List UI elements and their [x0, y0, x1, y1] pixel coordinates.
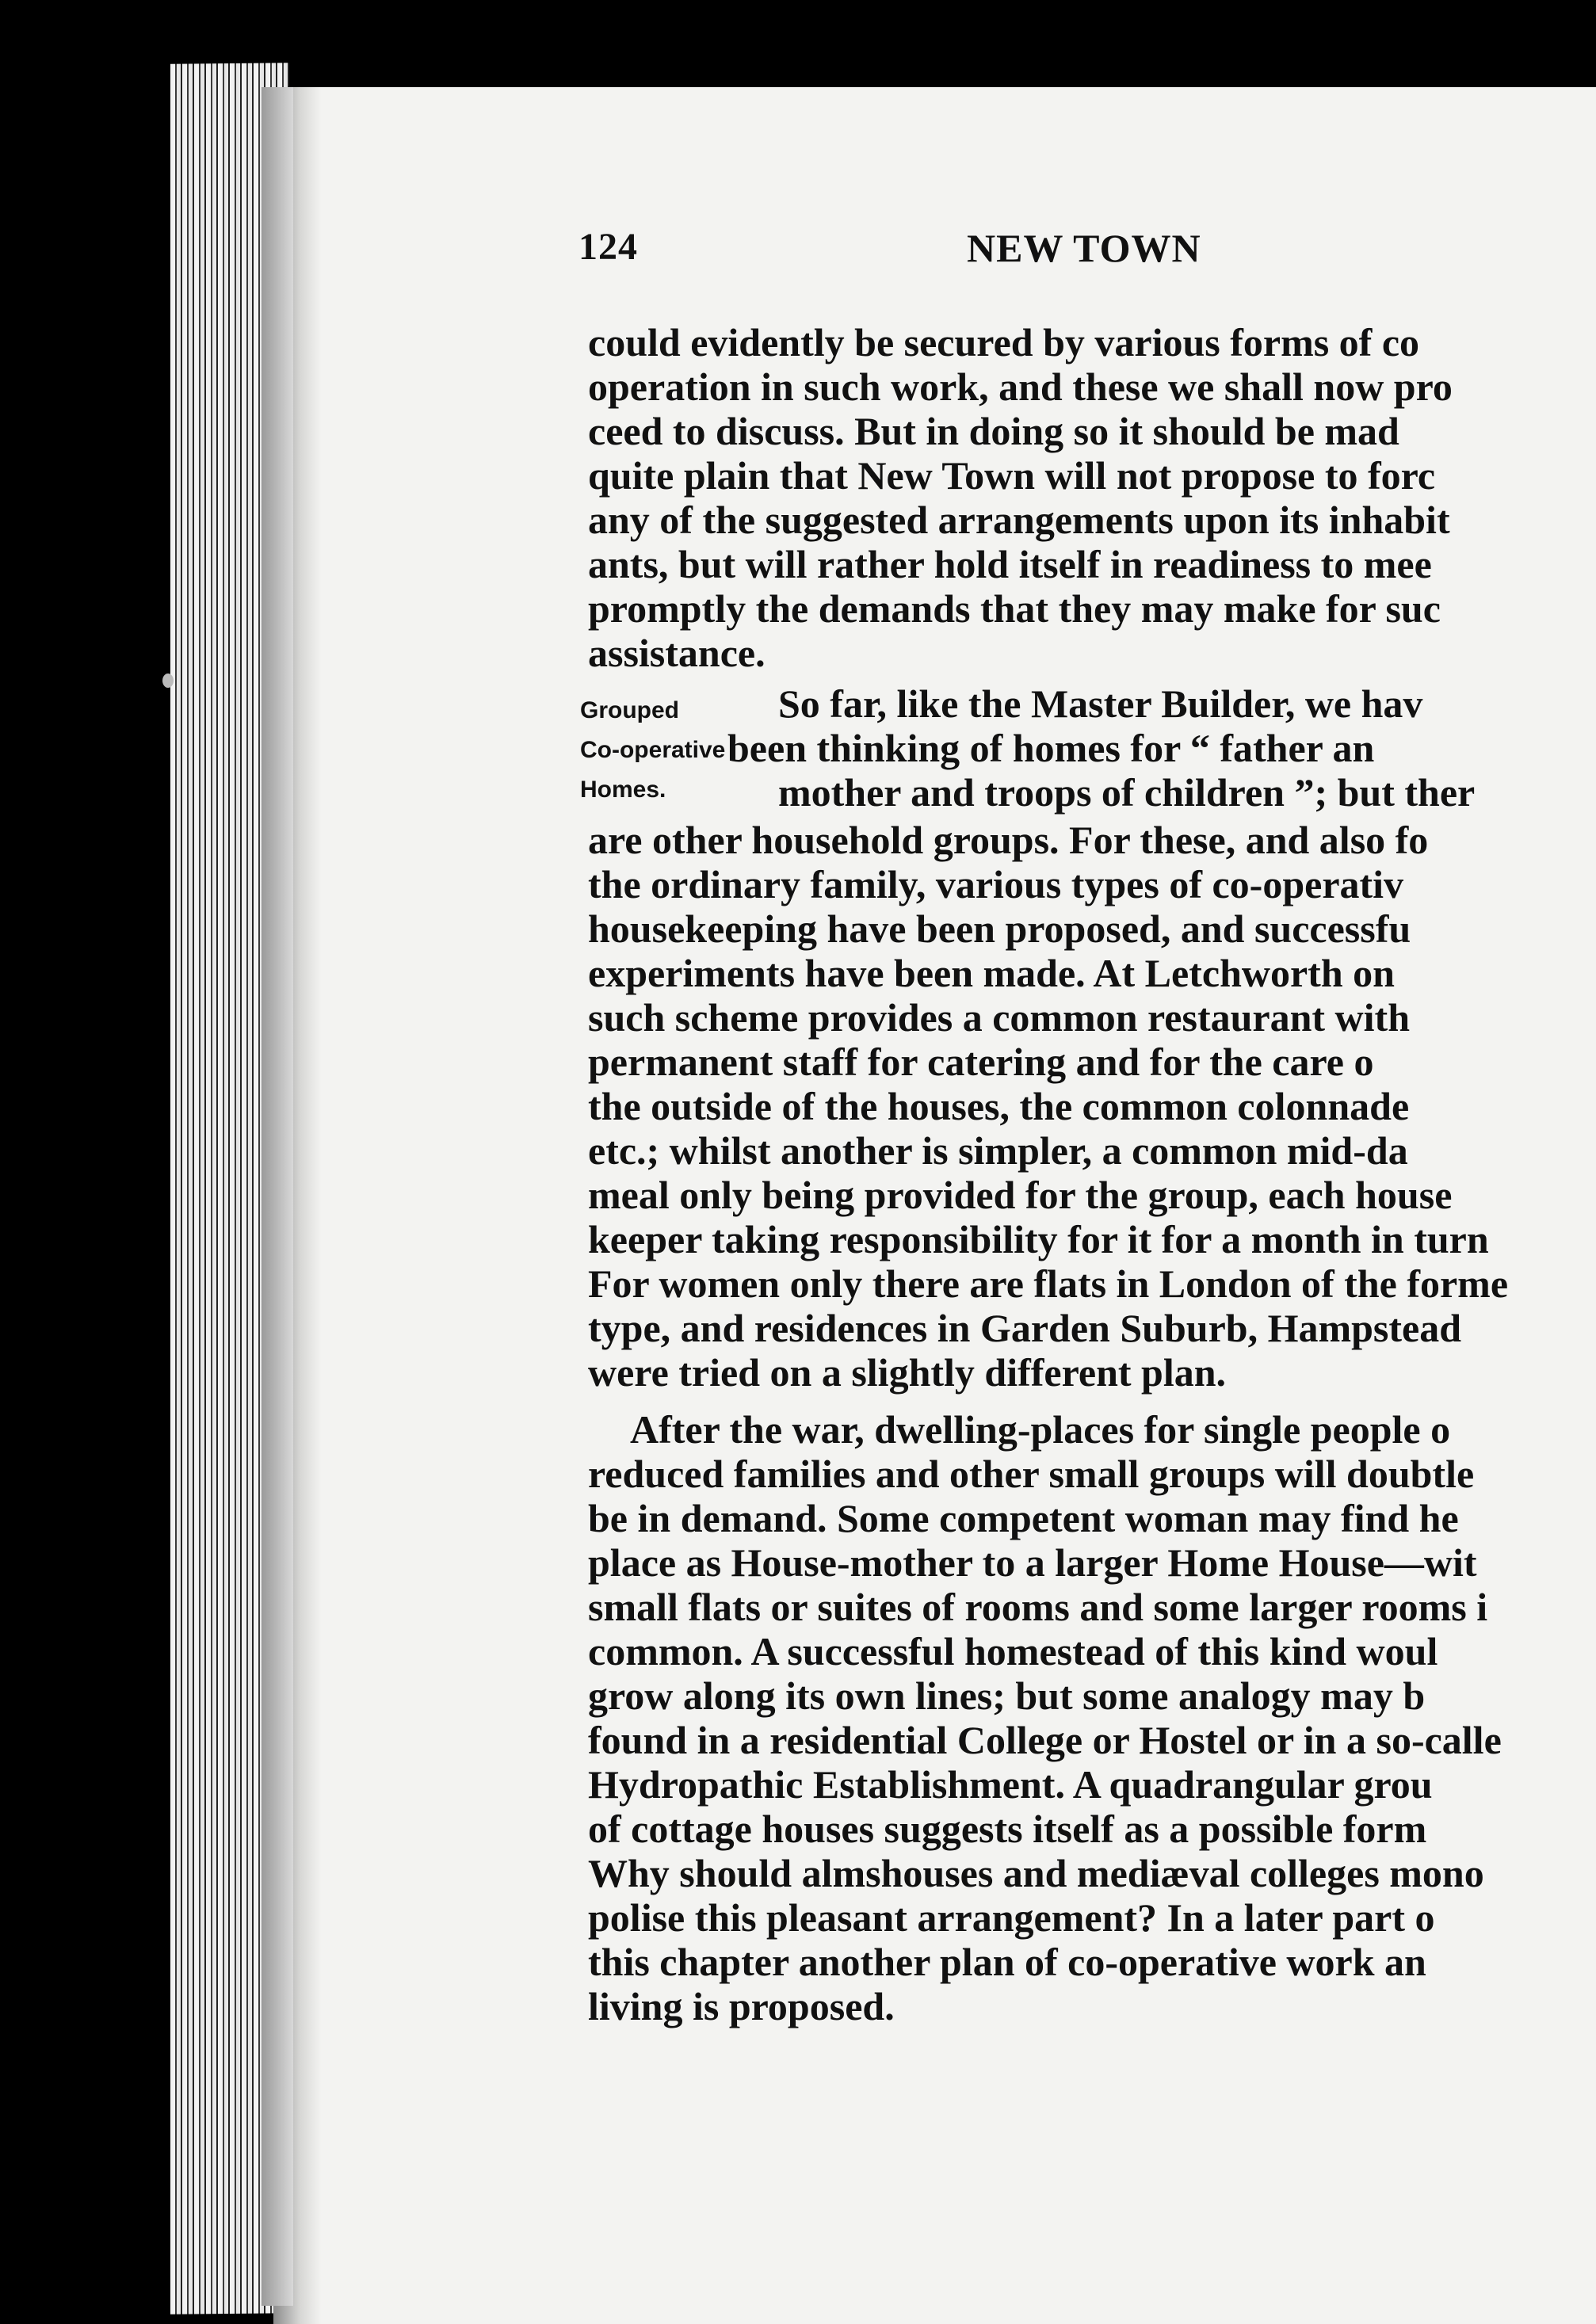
page-mark	[162, 674, 174, 688]
text-line: living is proposed.	[588, 1984, 895, 2028]
text-line: polise this pleasant arrangement? In a later part o	[588, 1895, 1435, 1940]
text-line: So far, like the Master Builder, we hav	[778, 681, 1423, 726]
binding-shadow	[262, 87, 293, 2306]
text-line: permanent staff for catering and for the care o	[588, 1040, 1374, 1084]
text-line: were tried on a slightly different plan.	[588, 1350, 1227, 1395]
text-line: this chapter another plan of co-operative work an	[588, 1940, 1426, 1984]
text-line: of cottage houses suggests itself as a possible form	[588, 1807, 1427, 1851]
text-line: housekeeping have been proposed, and successfu	[588, 906, 1411, 951]
text-line: promptly the demands that they may make for suc	[588, 586, 1441, 631]
text-line: Hydropathic Establishment. A quadrangular grou	[588, 1762, 1433, 1807]
text-line: such scheme provides a common restaurant with	[588, 995, 1411, 1040]
text-line: reduced families and other small groups will doubtle	[588, 1452, 1475, 1496]
text-line: keeper taking responsibility for it for a month in turn	[588, 1217, 1489, 1261]
page-number: 124	[578, 226, 638, 268]
text-line: small flats or suites of rooms and some larger rooms i	[588, 1585, 1488, 1629]
text-line: grow along its own lines; but some analogy may b	[588, 1673, 1426, 1718]
text-line: any of the suggested arrangements upon its inhabit	[588, 498, 1450, 542]
text-line: the ordinary family, various types of co-operativ	[588, 862, 1404, 906]
text-line: For women only there are flats in London of the forme	[588, 1261, 1509, 1306]
text-line: meal only being provided for the group, each house	[588, 1173, 1453, 1217]
text-line: operation in such work, and these we shall now pro	[588, 364, 1453, 409]
text-line: been thinking of homes for “ father an	[727, 726, 1375, 770]
page-header	[578, 225, 1596, 280]
running-title: NEW TOWN	[967, 226, 1201, 270]
text-line: Why should almshouses and mediæval colleges mono	[588, 1851, 1484, 1895]
text-line: could evidently be secured by various forms of co	[588, 320, 1420, 364]
text-line: found in a residential College or Hostel or in a so-calle	[588, 1718, 1502, 1762]
text-line: quite plain that New Town will not propose to forc	[588, 453, 1436, 498]
sidenote-line: Grouped	[580, 697, 679, 723]
text-line: ceed to discuss. But in doing so it should be mad	[588, 409, 1399, 453]
text-line: are other household groups. For these, and also fo	[588, 818, 1429, 862]
sidenote-line: Co-operative	[580, 737, 726, 763]
text-line: ants, but will rather hold itself in readiness to mee	[588, 542, 1432, 586]
text-line: place as House-mother to a larger Home House—wit	[588, 1540, 1477, 1585]
text-line: be in demand. Some competent woman may find he	[588, 1496, 1459, 1540]
text-line: the outside of the houses, the common colonnade	[588, 1084, 1410, 1128]
text-line: mother and troops of children ”; but ther	[778, 770, 1476, 815]
text-line: After the war, dwelling-places for single people o	[630, 1407, 1451, 1452]
sidenote-line: Homes.	[580, 777, 666, 803]
text-line: assistance.	[588, 631, 766, 675]
text-line: common. A successful homestead of this kind woul	[588, 1629, 1438, 1673]
text-line: etc.; whilst another is simpler, a common mid-da	[588, 1128, 1408, 1173]
text-line: experiments have been made. At Letchworth on	[588, 951, 1395, 995]
text-line: type, and residences in Garden Suburb, Hampstead	[588, 1306, 1462, 1350]
